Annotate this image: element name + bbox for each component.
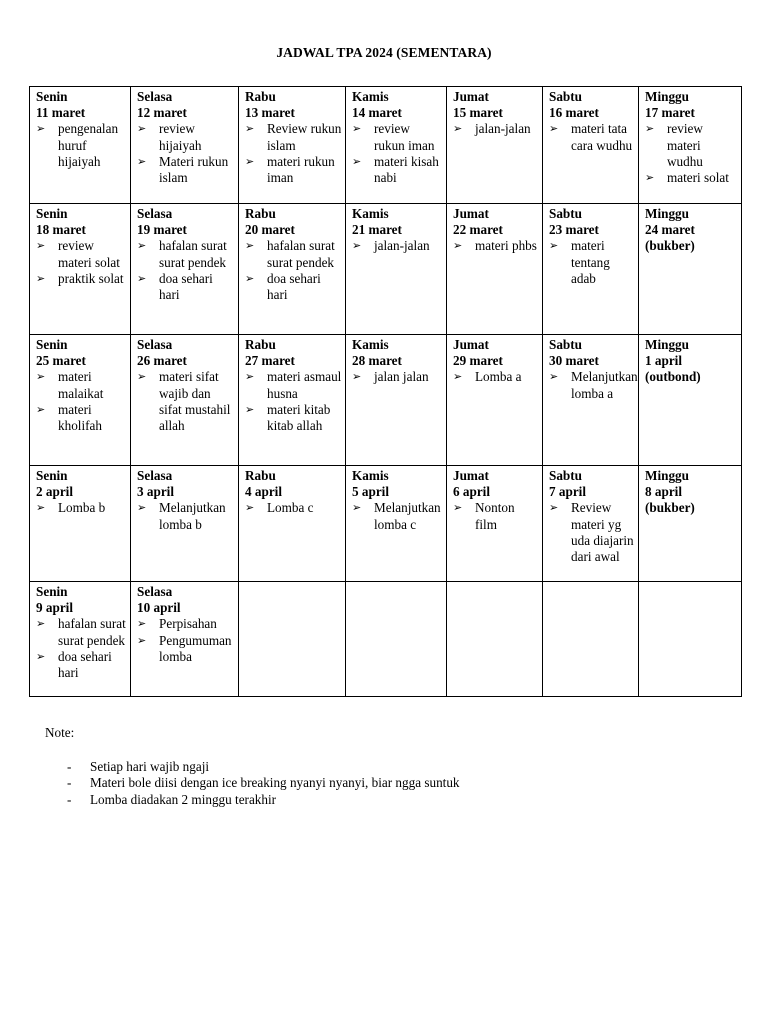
date-label: 29 maret	[453, 353, 503, 369]
activity-item	[36, 369, 127, 401]
arrow-bullet-icon: ➢	[137, 155, 147, 168]
activity-item	[36, 616, 127, 648]
day-name: Selasa	[137, 89, 173, 104]
day-name: Selasa	[137, 468, 173, 483]
date-label: 21 maret	[352, 222, 402, 238]
activity-text: materi sifat wajib dan sifat mustahil allah	[159, 369, 231, 434]
activity-text: hafalan surat surat pendek	[58, 616, 126, 648]
day-name: Kamis	[352, 337, 389, 352]
activity-list	[36, 369, 127, 434]
activity-item	[245, 154, 342, 186]
schedule-cell	[639, 204, 742, 335]
schedule-cell	[239, 87, 346, 204]
note-item	[45, 792, 460, 809]
activity-text: pengenalan huruf hijaiyah	[58, 121, 119, 169]
schedule-cell	[131, 466, 239, 582]
schedule-cell	[639, 466, 742, 582]
date-label: 14 maret	[352, 105, 402, 121]
activity-list	[549, 500, 635, 565]
notes-label: Note:	[45, 725, 75, 740]
activity-item	[137, 154, 235, 186]
activity-item	[137, 369, 235, 434]
schedule-cell	[131, 582, 239, 697]
event-note: (outbond)	[645, 369, 701, 385]
schedule-cell	[543, 582, 639, 697]
date-label: 12 maret	[137, 105, 187, 121]
arrow-bullet-icon: ➢	[549, 123, 559, 136]
activity-list	[36, 616, 127, 681]
schedule-row	[30, 466, 742, 582]
activity-list	[453, 121, 539, 137]
date-label: 20 maret	[245, 222, 295, 238]
arrow-bullet-icon: ➢	[549, 240, 559, 253]
activity-text: review rukun iman	[374, 121, 435, 153]
schedule-row	[30, 204, 742, 335]
activity-text: materi kisah nabi	[374, 153, 439, 186]
activity-text: materi solat	[667, 170, 729, 186]
activity-list	[36, 238, 127, 287]
activity-text: materi asmaul husna	[267, 369, 342, 401]
day-name: Selasa	[137, 584, 173, 599]
day-name: Jumat	[453, 206, 489, 221]
activity-item	[352, 121, 443, 153]
activity-item	[453, 369, 539, 385]
activity-list	[453, 500, 539, 532]
date-label: 6 april	[453, 484, 490, 500]
activity-text: hafalan surat surat pendek	[159, 238, 227, 270]
activity-item	[36, 649, 127, 681]
activity-text: materi tata cara wudhu	[571, 121, 633, 153]
activity-item	[36, 121, 127, 170]
day-name: Jumat	[453, 89, 489, 104]
schedule-cell	[639, 335, 742, 466]
schedule-cell	[30, 582, 131, 697]
arrow-bullet-icon: ➢	[137, 240, 147, 253]
activity-list	[549, 238, 635, 287]
arrow-bullet-icon: ➢	[137, 502, 147, 515]
date-label: 10 april	[137, 600, 181, 616]
note-text: Setiap hari wajib ngaji	[90, 758, 210, 774]
activity-text: Review rukun islam	[267, 121, 342, 153]
day-name: Rabu	[245, 89, 276, 104]
date-label: 17 maret	[645, 105, 695, 121]
schedule-cell	[131, 87, 239, 204]
activity-text: materi rukun iman	[267, 153, 335, 186]
schedule-cell	[30, 87, 131, 204]
day-name: Minggu	[645, 468, 689, 483]
date-label: 15 maret	[453, 105, 503, 121]
activity-item	[36, 271, 127, 287]
activity-list	[36, 121, 127, 170]
activity-item	[645, 170, 738, 186]
arrow-bullet-icon: ➢	[549, 502, 559, 515]
activity-list	[137, 121, 235, 186]
activity-item	[352, 369, 443, 385]
activity-item	[549, 238, 635, 287]
arrow-bullet-icon: ➢	[352, 502, 362, 515]
activity-item	[137, 121, 235, 153]
schedule-cell	[30, 204, 131, 335]
event-note: (bukber)	[645, 500, 695, 516]
day-name: Senin	[36, 206, 68, 221]
activity-text: hafalan surat surat pendek	[267, 238, 335, 270]
arrow-bullet-icon: ➢	[245, 272, 255, 285]
activity-list	[36, 500, 127, 516]
activity-list	[245, 238, 342, 303]
schedule-cell	[346, 466, 447, 582]
schedule-cell	[447, 335, 543, 466]
activity-text: review hijaiyah	[159, 121, 202, 153]
schedule-cell	[543, 335, 639, 466]
activity-item	[137, 271, 235, 303]
date-label: 3 april	[137, 484, 174, 500]
activity-list	[645, 121, 738, 186]
date-label: 22 maret	[453, 222, 503, 238]
activity-list	[453, 369, 539, 385]
activity-item	[245, 500, 342, 516]
activity-list	[245, 121, 342, 186]
day-name: Jumat	[453, 468, 489, 483]
date-label: 4 april	[245, 484, 282, 500]
date-label: 16 maret	[549, 105, 599, 121]
arrow-bullet-icon: ➢	[453, 123, 463, 136]
activity-text: Perpisahan	[159, 616, 217, 632]
date-label: 7 april	[549, 484, 586, 500]
arrow-bullet-icon: ➢	[453, 502, 463, 515]
arrow-bullet-icon: ➢	[453, 240, 463, 253]
arrow-bullet-icon: ➢	[245, 403, 255, 416]
date-label: 28 maret	[352, 353, 402, 369]
day-name: Sabtu	[549, 89, 582, 104]
date-label: 5 april	[352, 484, 389, 500]
date-label: 13 maret	[245, 105, 295, 121]
date-label: 19 maret	[137, 222, 187, 238]
activity-text: doa sehari hari	[58, 648, 112, 681]
day-name: Rabu	[245, 468, 276, 483]
activity-item	[245, 402, 342, 434]
activity-item	[549, 500, 635, 565]
dash-marker: -	[67, 775, 72, 790]
activity-text: praktik solat	[58, 270, 124, 286]
schedule-cell	[639, 87, 742, 204]
activity-list	[549, 369, 638, 401]
arrow-bullet-icon: ➢	[137, 272, 147, 285]
activity-text: Lomba c	[267, 500, 314, 516]
activity-list	[245, 369, 342, 434]
arrow-bullet-icon: ➢	[137, 634, 147, 647]
schedule-cell	[346, 87, 447, 204]
arrow-bullet-icon: ➢	[352, 371, 362, 384]
schedule-cell	[543, 87, 639, 204]
day-name: Minggu	[645, 337, 689, 352]
day-name: Rabu	[245, 206, 276, 221]
arrow-bullet-icon: ➢	[245, 371, 255, 384]
schedule-cell	[346, 335, 447, 466]
activity-text: Melanjutkan lomba b	[159, 500, 226, 532]
activity-item	[245, 238, 342, 270]
day-name: Senin	[36, 89, 68, 104]
activity-item	[453, 238, 539, 254]
schedule-cell	[639, 582, 742, 697]
date-label: 11 maret	[36, 105, 86, 121]
activity-text: Lomba b	[58, 500, 106, 516]
activity-item	[137, 238, 235, 270]
arrow-bullet-icon: ➢	[137, 618, 147, 631]
day-name: Sabtu	[549, 206, 582, 221]
arrow-bullet-icon: ➢	[36, 371, 46, 384]
activity-item	[549, 121, 635, 153]
activity-item	[137, 616, 235, 632]
activity-item	[453, 121, 539, 137]
schedule-cell	[543, 466, 639, 582]
date-label: 9 april	[36, 600, 73, 616]
activity-text: Nonton film	[475, 500, 515, 532]
day-name: Selasa	[137, 337, 173, 352]
activity-text: Melanjutkan lomba c	[374, 500, 441, 532]
activity-item	[549, 369, 638, 401]
schedule-cell	[447, 204, 543, 335]
activity-item	[137, 500, 235, 532]
activity-list	[137, 238, 235, 303]
arrow-bullet-icon: ➢	[645, 172, 655, 185]
activity-item	[245, 121, 342, 153]
day-name: Senin	[36, 584, 68, 599]
arrow-bullet-icon: ➢	[352, 123, 362, 136]
date-label: 1 april	[645, 353, 682, 369]
date-label: 23 maret	[549, 222, 599, 238]
date-label: 26 maret	[137, 353, 187, 369]
date-label: 8 april	[645, 484, 682, 500]
arrow-bullet-icon: ➢	[36, 502, 46, 515]
schedule-cell	[239, 204, 346, 335]
activity-text: jalan-jalan	[374, 238, 430, 254]
activity-list	[352, 369, 443, 385]
activity-text: materi tentang adab	[571, 238, 610, 286]
date-label: 18 maret	[36, 222, 86, 238]
note-text: Lomba diadakan 2 minggu terakhir	[90, 791, 277, 807]
arrow-bullet-icon: ➢	[36, 272, 46, 285]
activity-text: Lomba a	[475, 369, 522, 385]
arrow-bullet-icon: ➢	[245, 123, 255, 136]
activity-item	[645, 121, 738, 170]
arrow-bullet-icon: ➢	[549, 371, 559, 384]
activity-item	[453, 500, 539, 532]
schedule-cell	[346, 204, 447, 335]
activity-item	[352, 238, 443, 254]
day-name: Senin	[36, 337, 68, 352]
activity-text: jalan jalan	[374, 369, 429, 385]
activity-list	[137, 500, 235, 532]
activity-list	[352, 238, 443, 254]
activity-list	[352, 121, 443, 186]
schedule-cell	[346, 582, 447, 697]
activity-text: materi malaikat	[58, 369, 104, 401]
activity-text: review materi wudhu	[667, 121, 703, 169]
event-note: (bukber)	[645, 238, 695, 254]
schedule-row	[30, 87, 742, 204]
day-name: Selasa	[137, 206, 173, 221]
date-label: 24 maret	[645, 222, 695, 238]
schedule-cell	[543, 204, 639, 335]
schedule-cell	[239, 582, 346, 697]
activity-item	[245, 369, 342, 401]
activity-list	[352, 500, 443, 532]
note-item	[45, 775, 460, 792]
schedule-table	[29, 86, 742, 697]
activity-list	[453, 238, 539, 254]
day-name: Kamis	[352, 89, 389, 104]
arrow-bullet-icon: ➢	[36, 650, 46, 663]
schedule-cell	[447, 466, 543, 582]
date-label: 27 maret	[245, 353, 295, 369]
day-name: Rabu	[245, 337, 276, 352]
activity-text: doa sehari hari	[267, 270, 321, 303]
day-name: Minggu	[645, 89, 689, 104]
date-label: 30 maret	[549, 353, 599, 369]
activity-item	[36, 238, 127, 270]
activity-text: review materi solat	[58, 238, 120, 270]
arrow-bullet-icon: ➢	[645, 123, 655, 136]
notes-list	[45, 759, 460, 809]
activity-text: materi kitab kitab allah	[267, 401, 331, 434]
activity-list	[549, 121, 635, 153]
schedule-cell	[131, 335, 239, 466]
schedule-cell	[30, 466, 131, 582]
activity-item	[245, 271, 342, 303]
arrow-bullet-icon: ➢	[245, 502, 255, 515]
day-name: Kamis	[352, 468, 389, 483]
arrow-bullet-icon: ➢	[36, 240, 46, 253]
note-item	[45, 759, 460, 776]
arrow-bullet-icon: ➢	[352, 155, 362, 168]
activity-item	[36, 402, 127, 434]
schedule-cell	[447, 582, 543, 697]
arrow-bullet-icon: ➢	[245, 155, 255, 168]
arrow-bullet-icon: ➢	[453, 371, 463, 384]
day-name: Minggu	[645, 206, 689, 221]
activity-text: materi kholifah	[58, 401, 102, 434]
schedule-cell	[131, 204, 239, 335]
activity-item	[36, 500, 127, 516]
activity-text: Melanjutkan lomba a	[571, 369, 638, 401]
schedule-cell	[30, 335, 131, 466]
schedule-row	[30, 335, 742, 466]
date-label: 2 april	[36, 484, 73, 500]
day-name: Senin	[36, 468, 68, 483]
activity-text: Materi rukun islam	[159, 153, 229, 186]
date-label: 25 maret	[36, 353, 86, 369]
activity-list	[137, 369, 235, 434]
activity-list	[137, 616, 235, 665]
day-name: Sabtu	[549, 337, 582, 352]
activity-text: materi phbs	[475, 238, 537, 254]
dash-marker: -	[67, 758, 72, 774]
arrow-bullet-icon: ➢	[352, 240, 362, 253]
notes-section	[45, 725, 460, 808]
arrow-bullet-icon: ➢	[36, 618, 46, 631]
activity-text: Pengumuman lomba	[159, 632, 232, 664]
activity-item	[352, 154, 443, 186]
arrow-bullet-icon: ➢	[245, 240, 255, 253]
schedule-row	[30, 582, 742, 697]
dash-marker: -	[67, 791, 72, 807]
schedule-cell	[447, 87, 543, 204]
activity-text: Review materi yg uda diajarin dari awal	[571, 500, 634, 565]
schedule-cell	[239, 466, 346, 582]
document-title: JADWAL TPA 2024 (SEMENTARA)	[276, 45, 492, 60]
activity-item	[352, 500, 443, 532]
arrow-bullet-icon: ➢	[137, 123, 147, 136]
arrow-bullet-icon: ➢	[36, 123, 46, 136]
day-name: Jumat	[453, 337, 489, 352]
day-name: Sabtu	[549, 468, 582, 483]
activity-text: doa sehari hari	[159, 270, 213, 303]
activity-item	[137, 633, 235, 665]
schedule-cell	[239, 335, 346, 466]
arrow-bullet-icon: ➢	[137, 371, 147, 384]
activity-list	[245, 500, 342, 516]
day-name: Kamis	[352, 206, 389, 221]
note-text: Materi bole diisi dengan ice breaking nyanyi nyanyi, biar ngga suntuk	[90, 775, 460, 790]
arrow-bullet-icon: ➢	[36, 403, 46, 416]
activity-text: jalan-jalan	[475, 121, 531, 137]
